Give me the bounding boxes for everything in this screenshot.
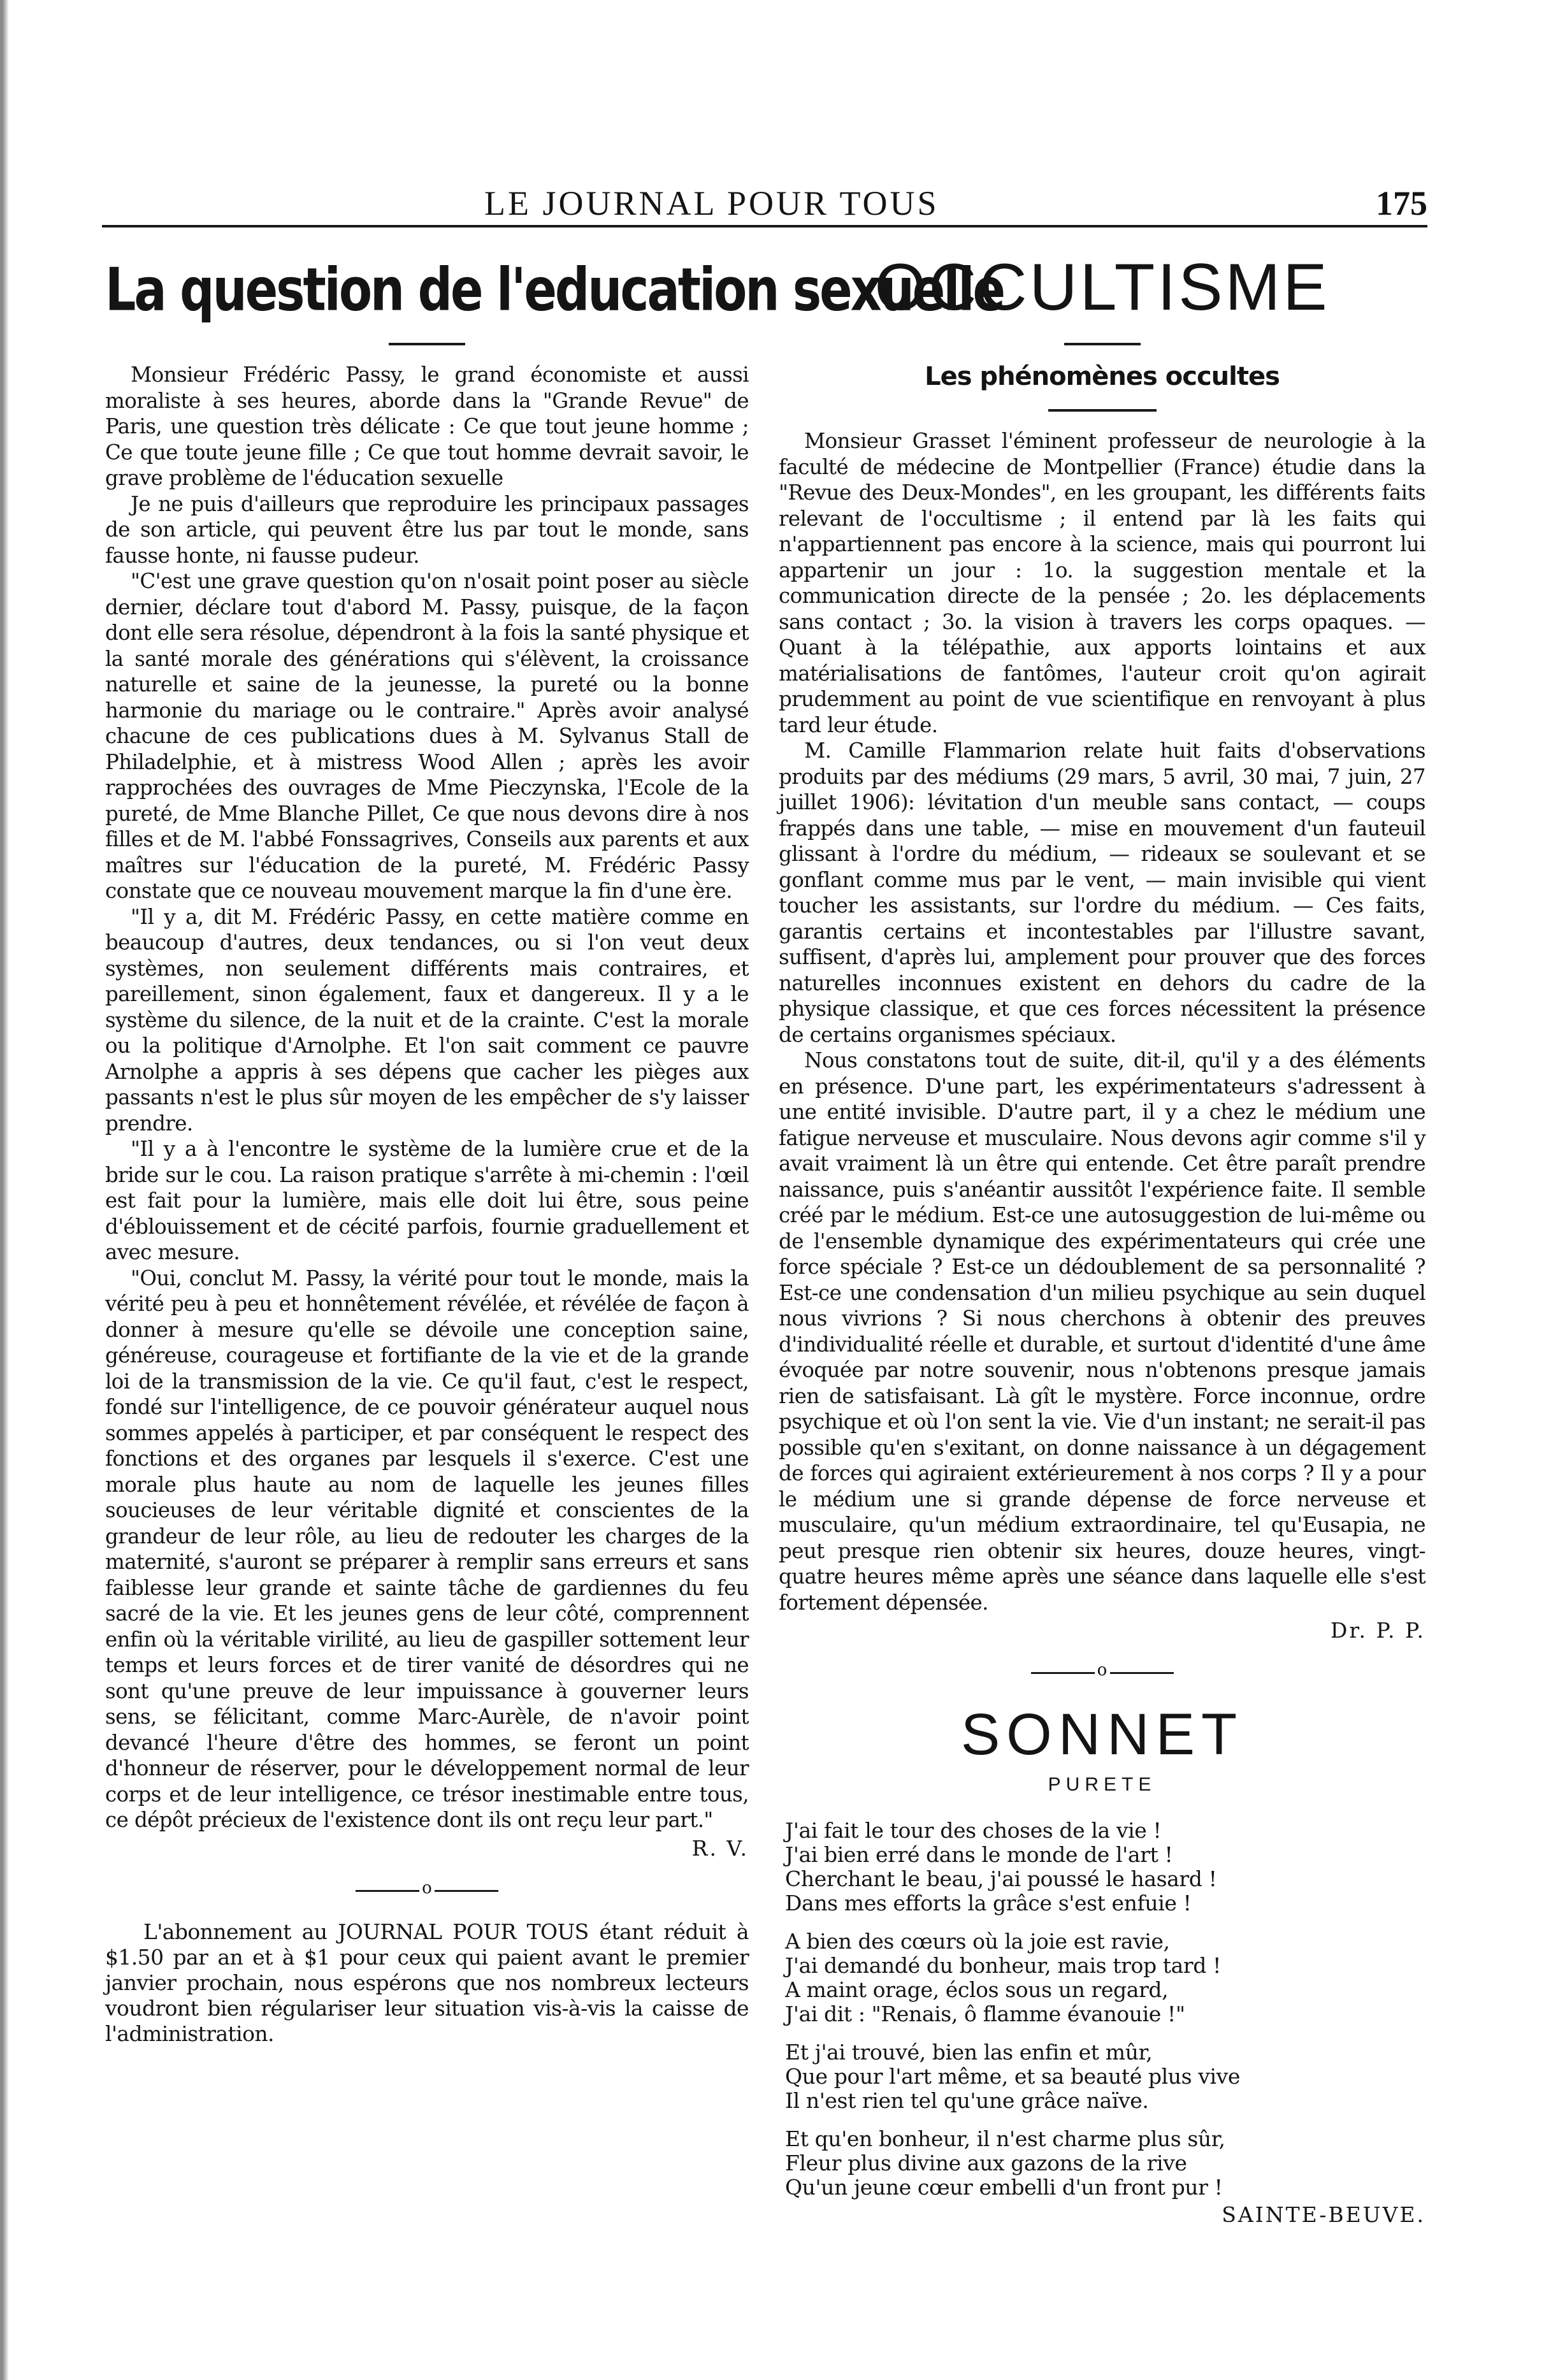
paragraph: Monsieur Frédéric Passy, le grand économiste et aussi moraliste à ses heures, aborde dans la "Grande Revue" de Paris, une question très délicate : Ce que tout jeune homme ; Ce que toute jeune fille ; Ce que tout homme devrait savoir, le grave problème de l'éducation sexuelle <box>105 363 749 490</box>
paragraph: "Oui, conclut M. Passy, la vérité pour tout le monde, mais la vérité peu à peu et honnêtement révélée, et révélée de façon à donner à mesure qu'elle se dévoile une conception saine, généreuse, courageuse et fortifiante de la vie et de la grande loi de la transmission de la vie. Ce qu'il faut, c'est le respect, fondé sur l'intelligence, de ce pouvoir générateur auquel nous sommes appelés à participer, et par conséquent le respect des fonctions et des organes par lesquels il s'exerce. C'est une morale plus haute au nom de laquelle les jeunes filles soucieuses de leur véritable dignité et conscientes de la grandeur de leur rôle, au lieu de redouter les charges de la maternité, s'auront se préparer à remplir sans erreurs et sans faiblesse leur grande et sainte tâche de gardiennes du feu sacré de la vie. Et les jeunes gens de leur côté, comprennent enfin où la véritable virilité, au lieu de gaspiller sottement leur temps et leurs forces et de tirer vanité de désordres qui ne sont qu'une preuve de leur impuissance à gouverner leurs sens, se félicitant, comme Marc-Aurèle, de n'avoir point devancé l'heure d'être des hommes, se feront un point d'honneur de réserver, pour le développement normal de leur corps et de leur intelligence, ce trésor inestimable entre tous, ce dépôt précieux de l'existence dont ils ont reçu leur part." <box>105 1266 749 1832</box>
verse-line: J'ai dit : "Renais, ô flamme évanouie !" <box>785 2001 1185 2026</box>
verse-line: J'ai bien erré dans le monde de l'art ! <box>785 1842 1173 1867</box>
stanza <box>785 2127 1425 2200</box>
paragraph: Nous constatons tout de suite, dit-il, qu'il y a des éléments en présence. D'une part, les expérimentateurs s'adressent à une entité invisible. D'autre part, il y a chez le médium une fatigue nerveuse et musculaire. Nous devons agir comme s'il y avait vraiment là un être qui entende. Cet être paraît prendre naissance, puis s'anéantir aussitôt l'expérience faite. Il semble créé par le médium. Est-ce une autosuggestion de lui-même ou de l'ensemble dynamique des expérimentateurs qui crée une force spéciale ? Est-ce un dédoublement de sa personnalité ? Est-ce une condensation d'un milieu psychique au sein duquel nous vivrions ? Si nous cherchons à obtenir des preuves d'individualité réelle et durable, et surtout d'identité d'une âme évoquée par notre souvenir, nous n'obtenons presque jamais rien de satisfaisant. Là gît le mystère. Force inconnue, ordre psychique et où l'on sent la vie. Vie d'un instant; ne serait-il pas possible qu'en s'exitant, on donne naissance à un dégagement de forces qui agiraient extérieurement à nos corps ? Il y a pour le médium une si grande dépense de force nerveuse et musculaire, qu'un médium extraordinaire, tel qu'Eusapia, ne peut presque rien obtenir six heures, douze heures, vingt-quatre heures même après une séance dans laquelle elle s'est fortement dépensée. <box>779 1048 1425 1615</box>
page-edge-shadow <box>0 0 38 2380</box>
separator-line <box>356 1890 419 1892</box>
running-title: LE JOURNAL POUR TOUS <box>484 184 939 222</box>
sonnet-subtitle: PURETE <box>1048 1774 1157 1795</box>
header-rule <box>102 225 1427 227</box>
left-article-signature: R. V. <box>691 1835 749 1861</box>
page-number: 175 <box>1376 184 1427 222</box>
right-article-body <box>779 428 1425 1615</box>
verse-line: Et j'ai trouvé, bien las enfin et mûr, <box>785 2040 1153 2065</box>
verse-line: Et qu'en bonheur, il n'est charme plus sûr, <box>785 2126 1225 2151</box>
verse-line: Qu'un jeune cœur embelli d'un front pur ! <box>785 2175 1223 2200</box>
verse-line: Il n'est rien tel qu'une grâce naïve. <box>785 2088 1149 2113</box>
right-column <box>779 236 1425 2227</box>
stanza <box>785 1819 1425 1915</box>
title-rule <box>1064 343 1141 345</box>
stanza <box>785 1929 1425 2026</box>
paragraph: "Il y a, dit M. Frédéric Passy, en cette matière comme en beaucoup d'autres, deux tendances, ou si l'on veut deux systèmes, non seulement différents mais contraires, et pareillement, sinon également, faux et dangereux. Il y a le système du silence, de la nuit et de la crainte. C'est la morale ou la politique d'Arnolphe. Et l'on sait comment ce pauvre Arnolphe a appris à ses dépens que cacher les pièges aux passants n'est le plus sûr moyen de les empêcher de s'y laisser prendre. <box>105 904 749 1136</box>
verse-line: Que pour l'art même, et sa beauté plus vive <box>785 2064 1241 2089</box>
separator-ornament: o <box>1097 1661 1107 1680</box>
separator-line <box>1110 1672 1174 1674</box>
verse-line: J'ai fait le tour des choses de la vie ! <box>785 1818 1162 1843</box>
subscription-notice: L'abonnement au JOURNAL POUR TOUS étant réduit à $1.50 par an et à $1 pour ceux qui paient avant le premier janvier prochain, nous espérons que nos nombreux lecteurs voudront bien régulariser leur situation vis-à-vis la caisse de l'administration. <box>105 1919 749 2046</box>
page-header <box>102 184 1427 222</box>
verse-line: Dans mes efforts la grâce s'est enfuie ! <box>785 1891 1192 1915</box>
verse-line: A bien des cœurs où la joie est ravie, <box>785 1929 1170 1954</box>
verse-line: J'ai demandé du bonheur, mais trop tard ! <box>785 1953 1221 1978</box>
paragraph: "C'est une grave question qu'on n'osait point poser au siècle dernier, déclare tout d'abord M. Passy, puisque, de la façon dont elle sera résolue, dépendront à la fois la santé physique et la santé morale des générations qui s'élèvent, la croissance naturelle et saine de la jeunesse, la pureté ou la bonne harmonie du mariage ou le contraire." Après avoir analysé chacune de ces publications dues à M. Sylvanus Stall de Philadelphie, et à mistress Wood Allen ; après les avoir rapprochées des ouvrages de Mme Pieczynska, l'Ecole de la pureté, de Mme Blanche Pillet, Ce que nous devons dire à nos filles et de M. l'abbé Fonssagrives, Conseils aux parents et aux maîtres sur l'éducation de la pureté, M. Frédéric Passy constate que ce nouveau mouvement marque la fin d'une ère. <box>105 569 749 903</box>
paragraph: M. Camille Flammarion relate huit faits d'observations produits par des médiums (29 mars, 5 avril, 30 mai, 7 juin, 27 juillet 1906): lévitation d'un meuble sans contact, — coups frappés dans une table, — mise en mouvement d'un fauteuil glissant à l'ordre du médium, — rideaux se soulevant et se gonflant comme mus par le vent, — main invisible qui vient toucher les assistants, sur l'ordre du médium. — Ces faits, garantis certains et incontestables par l'illustre savant, suffisent, d'après lui, amplement pour prouver que des forces naturelles inconnues existent en dehors du cadre de la physique classique, et que ces forces nécessitent la présence de certains organismes spéciaux. <box>779 739 1425 1047</box>
section-separator <box>105 1877 749 1903</box>
left-article-body <box>105 362 749 1833</box>
subtitle-rule <box>1048 409 1157 412</box>
separator-line <box>1031 1672 1095 1674</box>
paragraph: "Il y a à l'encontre le système de la lumière crue et de la bride sur le cou. La raison pratique s'arrête à mi-chemin : l'œil est fait pour la lumière, mais elle doit lui être, sous peine d'éblouissement et de cécité parfois, fournie graduellement et avec mesure. <box>105 1137 749 1264</box>
left-article-title: La question de l'education sexuelle <box>105 255 1004 324</box>
sonnet-title: SONNET <box>960 1702 1244 1767</box>
stanza <box>785 2040 1425 2113</box>
title-rule <box>389 343 465 345</box>
verse-line: Cherchant le beau, j'ai poussé le hasard ! <box>785 1866 1217 1891</box>
right-article-subtitle: Les phénomènes occultes <box>925 362 1280 391</box>
section-separator <box>779 1659 1425 1685</box>
right-article-signature: Dr. P. P. <box>1330 1618 1425 1643</box>
separator-line <box>435 1890 498 1892</box>
verse-line: A maint orage, éclos sous un regard, <box>785 1977 1169 2002</box>
paragraph: Je ne puis d'ailleurs que reproduire les principaux passages de son article, qui peuvent être lus par tout le monde, sans fausse honte, ni fausse pudeur. <box>105 491 749 568</box>
sonnet-author: SAINTE-BEUVE. <box>1222 2202 1425 2227</box>
verse-line: Fleur plus divine aux gazons de la rive <box>785 2151 1187 2175</box>
separator-ornament: o <box>422 1878 432 1898</box>
paragraph: Monsieur Grasset l'éminent professeur de neurologie à la faculté de médecine de Montpellier (France) étudie dans la "Revue des Deux-Mondes", en les groupant, les différents faits relevant de l'occultisme ; il entend par là les faits qui n'appartiennent pas encore à la science, mais qui pourront lui appartenir un jour : 1o. la suggestion mentale et la communication directe de la pensée ; 2o. les déplacements sans contact ; 3o. la vision à travers les corps opaques. — Quant à la télépathie, aux apports lointains et aux matérialisations de fantômes, l'auteur croit qu'on agirait prudemment au point de vue scientifique en renvoyant à plus tard leur étude. <box>779 429 1425 737</box>
right-article-title: OCCULTISME <box>874 250 1330 324</box>
